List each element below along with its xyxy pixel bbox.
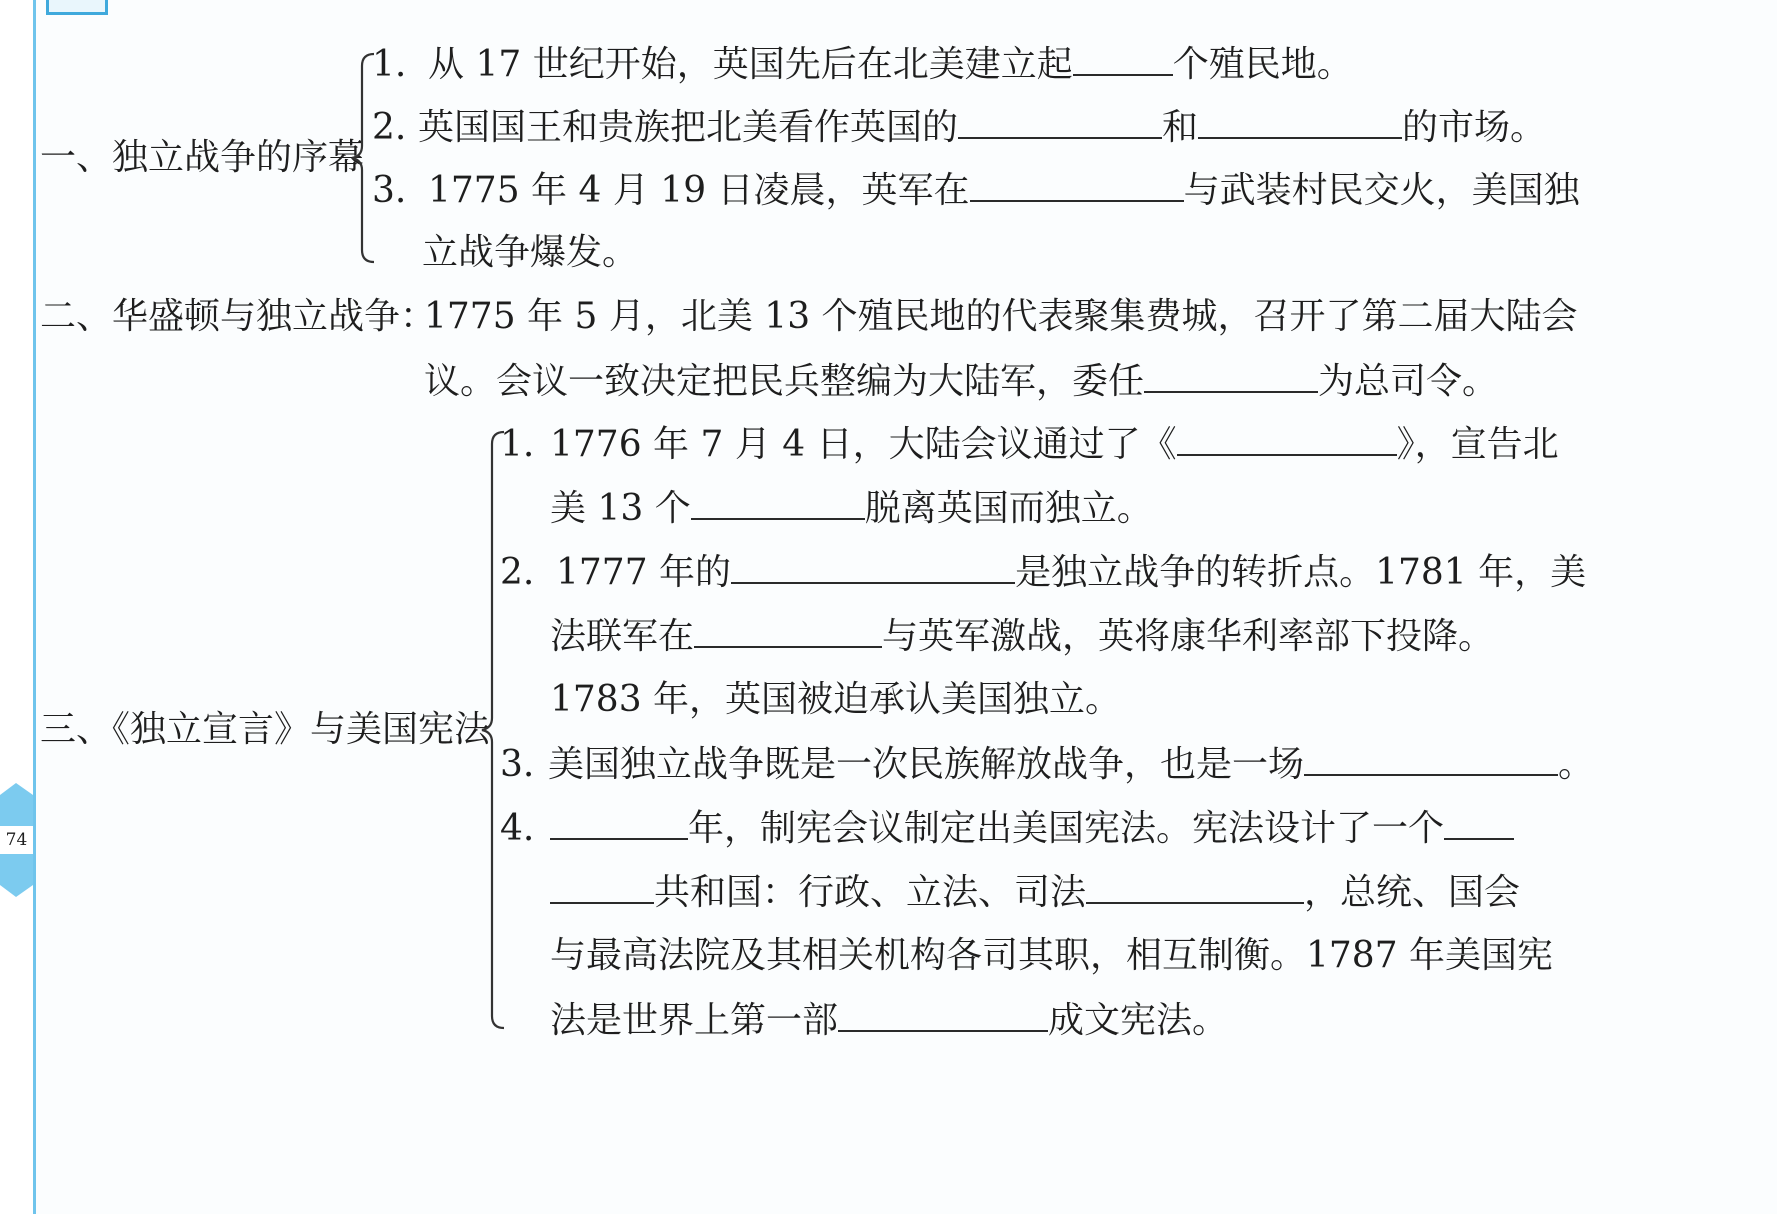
section3-item2 — [500, 548, 1586, 597]
item-number: 3. — [372, 170, 407, 211]
item-text: 1776 年 7 月 4 日，大陆会议通过了《 — [550, 424, 1177, 465]
section3-brace — [480, 430, 510, 1030]
section2-title: 二、华盛顿与独立战争： — [40, 296, 437, 337]
section3-item1-cont — [550, 484, 1153, 533]
answer-blank[interactable] — [838, 996, 1048, 1032]
item-text: 美 13 个 — [550, 488, 691, 529]
section3-item3 — [500, 740, 1594, 789]
section3-item4-cont — [550, 868, 1520, 917]
item-number: 4. — [500, 808, 535, 849]
section3-item4-cont2: 与最高法院及其相关机构各司其职，相互制衡。1787 年美国宪 — [550, 935, 1554, 976]
item-text: 与英军激战，英将康华利率部下投降。 — [882, 616, 1495, 657]
item-text: 与武装村民交火，美国独 — [1183, 170, 1580, 211]
item-text: 从 17 世纪开始，英国先后在北美建立起 — [428, 44, 1073, 85]
answer-blank[interactable] — [1444, 804, 1514, 840]
answer-blank[interactable] — [1144, 357, 1318, 393]
item-text: ，总统、国会 — [1304, 872, 1521, 913]
item-number: 1. — [372, 44, 407, 85]
section1-item2 — [372, 103, 1546, 152]
item-text: 法是世界上第一部 — [550, 1000, 839, 1041]
section1-item3-cont: 立战争爆发。 — [422, 232, 639, 273]
section1-item1 — [372, 40, 1353, 89]
answer-blank[interactable] — [1073, 40, 1173, 76]
item-number: 2. — [372, 107, 407, 148]
section3-title: 三、《独立宣言》与美国宪法 — [40, 709, 491, 750]
item-text: 美国独立战争既是一次民族解放战争，也是一场 — [548, 744, 1305, 785]
answer-blank[interactable] — [731, 548, 1015, 584]
section3-item2-cont2: 1783 年，英国被迫承认美国独立。 — [550, 679, 1122, 720]
section3-item4 — [500, 804, 1514, 853]
answer-blank[interactable] — [958, 103, 1162, 139]
item-text: 是独立战争的转折点。1781 年，美 — [1015, 552, 1587, 593]
item-text: 》，宣告北 — [1396, 424, 1559, 465]
section1-item3 — [372, 166, 1580, 215]
section-badge-icon — [46, 0, 108, 15]
item-text: 个殖民地。 — [1172, 44, 1353, 85]
page-margin — [0, 0, 36, 1214]
answer-blank[interactable] — [694, 612, 882, 648]
item-text: 1777 年的 — [556, 552, 732, 593]
item-text: 的市场。 — [1402, 107, 1547, 148]
answer-blank[interactable] — [550, 868, 654, 904]
section2-line1: 1775 年 5 月，北美 13 个殖民地的代表聚集费城，召开了第二届大陆会 — [424, 296, 1578, 337]
answer-blank[interactable] — [1177, 420, 1397, 456]
item-number: 2. — [500, 552, 535, 593]
item-text: 和 — [1162, 107, 1199, 148]
item-number: 3. — [500, 744, 535, 785]
section2-line2 — [424, 357, 1498, 406]
answer-blank[interactable] — [970, 166, 1184, 202]
answer-blank[interactable] — [1304, 740, 1558, 776]
answer-blank[interactable] — [1198, 103, 1402, 139]
item-text: 法联军在 — [550, 616, 695, 657]
item-text: 成文宪法。 — [1048, 1000, 1229, 1041]
section3-item2-cont — [550, 612, 1494, 661]
answer-blank[interactable] — [691, 484, 865, 520]
item-text: 。 — [1558, 744, 1595, 785]
item-text: 脱离英国而独立。 — [864, 488, 1153, 529]
answer-blank[interactable] — [1086, 868, 1304, 904]
item-text: 英国国王和贵族把北美看作英国的 — [418, 107, 959, 148]
item-text: 为总司令。 — [1318, 361, 1499, 402]
section3-item1 — [500, 420, 1559, 469]
answer-blank[interactable] — [550, 804, 688, 840]
item-number: 1. — [500, 424, 535, 465]
item-text: 议。会议一致决定把民兵整编为大陆军，委任 — [424, 361, 1145, 402]
section1-title: 一、独立战争的序幕 — [40, 137, 365, 178]
page-number: 74 — [0, 826, 33, 854]
item-text: 1775 年 4 月 19 日凌晨，英军在 — [428, 170, 970, 211]
item-text: 共和国：行政、立法、司法 — [654, 872, 1087, 913]
item-text: 年，制宪会议制定出美国宪法。宪法设计了一个 — [688, 808, 1445, 849]
section3-item4-cont3 — [550, 996, 1228, 1045]
